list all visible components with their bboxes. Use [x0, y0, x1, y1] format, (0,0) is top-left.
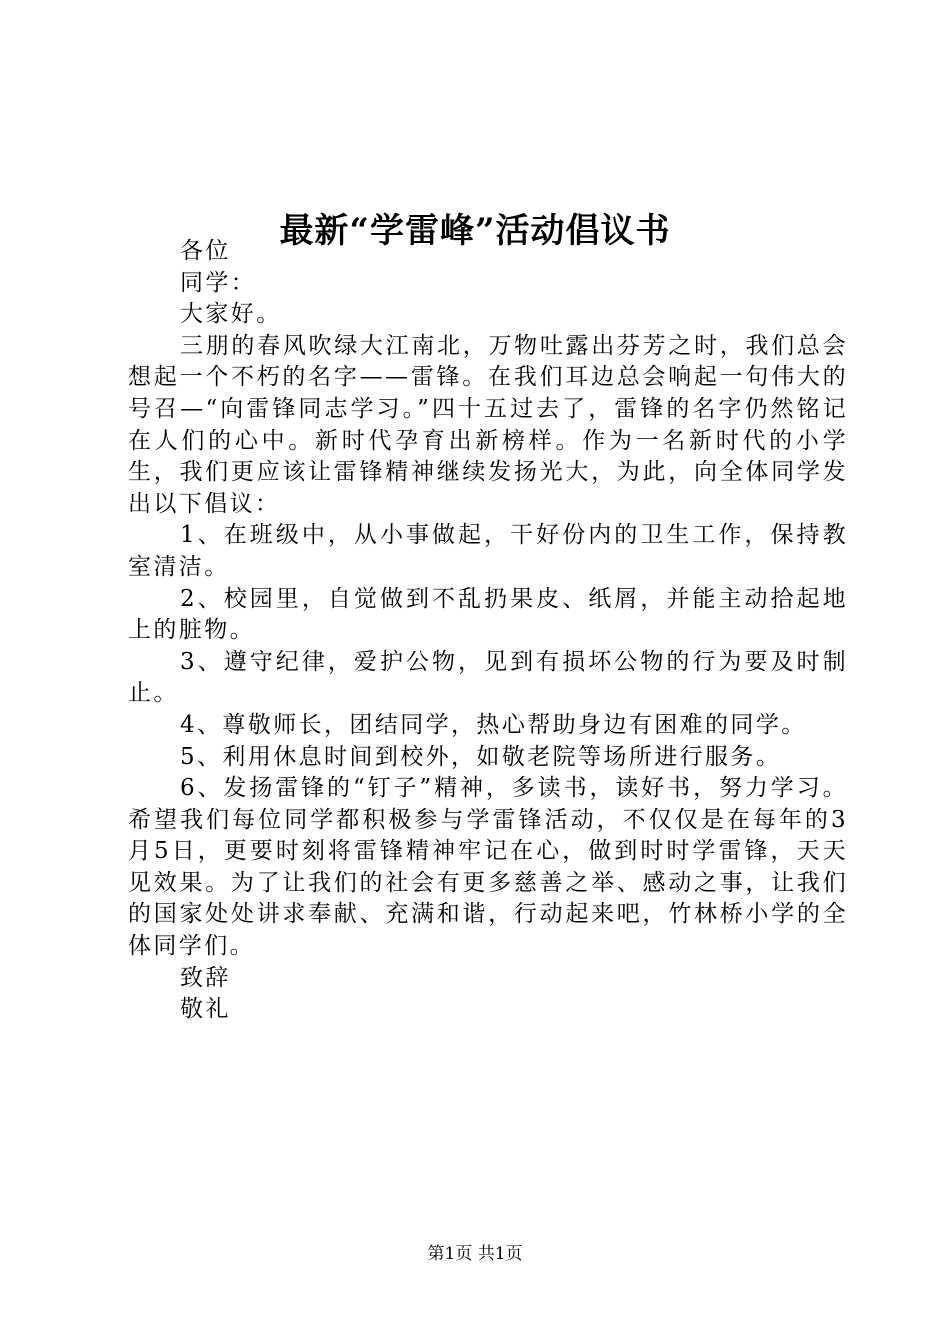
closing-line-2: 敬礼	[180, 996, 231, 1023]
salutation-line-1: 各位	[180, 238, 231, 264]
proposal-item-1: 1、在班级中，从小事做起，干好份内的卫生工作，保持教室清洁。	[128, 522, 848, 580]
salutation-line-2: 同学：	[180, 269, 257, 296]
document-body	[128, 236, 848, 1026]
proposal-item-6: 6、发扬雷锋的“钉子”精神，多读书，读好书，努力学习。希望我们每位同学都积极参与学雷锋活动，不仅仅是在每年的3月5日，更要时刻将雷锋精神牢记在心，做到时时学雷锋，天天见效果。为了让我们的社会有更多慈善之举、感动之事，让我们的国家处处讲求奉献、充满和谐，行动起来吧，竹林桥小学的全体同学们。	[128, 775, 848, 960]
proposal-item-3: 3、遵守纪律，爱护公物，见到有损坏公物的行为要及时制止。	[128, 648, 848, 707]
proposal-item-2: 2、校园里，自觉做到不乱扔果皮、纸屑，并能主动拾起地上的脏物。	[128, 585, 848, 644]
proposal-item-5: 5、利用休息时间到校外，如敬老院等场所进行服务。	[180, 743, 782, 770]
intro-paragraph: 三朋的春风吹绿大江南北，万物吐露出芬芳之时，我们总会想起一个不朽的名字——雷锋。在我们耳边总会响起一句伟大的号召—“向雷锋同志学习。”四十五过去了，雷锋的名字仍然铭记在人们的心中。新时代孕育出新榜样。作为一名新时代的小学生，我们更应该让雷锋精神继续发扬光大，为此，向全体同学发出以下倡议：	[128, 332, 848, 517]
document-title: 最新“学雷峰”活动倡议书	[279, 210, 671, 251]
closing-line-1: 致辞	[180, 964, 231, 991]
greeting: 大家好。	[180, 301, 282, 328]
page-number: 第1页 共1页	[427, 1244, 523, 1264]
proposal-item-4: 4、尊敬师长，团结同学，热心帮助身边有困难的同学。	[180, 711, 807, 738]
